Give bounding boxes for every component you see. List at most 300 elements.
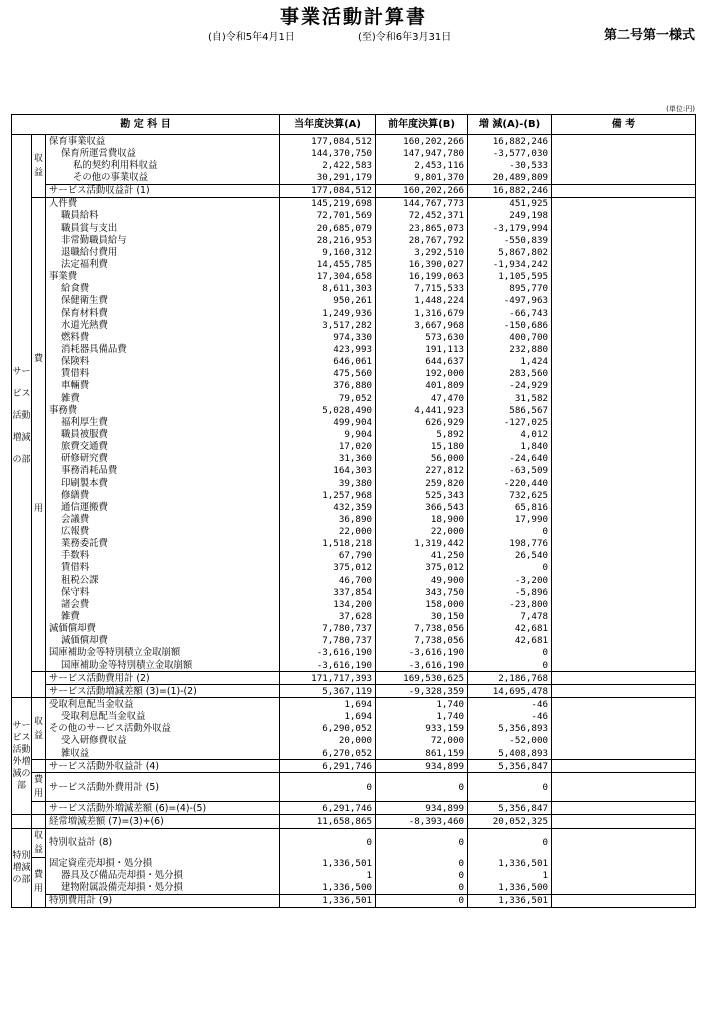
- previous-amount: 5,892: [376, 428, 468, 440]
- account-label: 業務委託費: [46, 538, 280, 550]
- diff-amount: -24,640: [468, 453, 552, 465]
- diff-amount: 5,356,847: [468, 802, 552, 815]
- previous-amount: 7,738,056: [376, 623, 468, 635]
- previous-amount: 23,865,073: [376, 222, 468, 234]
- diff-amount: 7,478: [468, 610, 552, 622]
- account-label: 賃借料: [46, 562, 280, 574]
- notes-cell: [552, 513, 696, 525]
- account-label: 受取利息配当金収益: [46, 698, 280, 711]
- current-amount: 17,020: [280, 441, 376, 453]
- previous-amount: 861,159: [376, 747, 468, 760]
- current-amount: 0: [280, 828, 376, 857]
- table-row: [12, 197, 696, 210]
- previous-amount: 1,448,224: [376, 295, 468, 307]
- diff-amount: 20,052,325: [468, 815, 552, 828]
- account-label: サービス活動外増減差額 (6)=(4)-(5): [46, 802, 280, 815]
- current-amount: 144,370,750: [280, 147, 376, 159]
- table-row: [12, 368, 696, 380]
- current-amount: 1,257,968: [280, 489, 376, 501]
- table-row: [12, 672, 696, 685]
- notes-cell: [552, 283, 696, 295]
- table-row: [12, 234, 696, 246]
- current-amount: 499,904: [280, 416, 376, 428]
- section-label: 特別増減の部: [12, 828, 32, 907]
- notes-cell: [552, 319, 696, 331]
- account-label: 退職給付費用: [46, 246, 280, 258]
- table-row: [12, 685, 696, 698]
- section-label: [12, 815, 32, 828]
- current-amount: 177,084,512: [280, 135, 376, 148]
- table-row: [12, 802, 696, 815]
- current-amount: 423,993: [280, 343, 376, 355]
- current-amount: 432,359: [280, 501, 376, 513]
- account-label: 会議費: [46, 513, 280, 525]
- diff-amount: -5,896: [468, 586, 552, 598]
- notes-cell: [552, 197, 696, 210]
- account-label: 研修研究費: [46, 453, 280, 465]
- previous-amount: 191,113: [376, 343, 468, 355]
- table-row: [12, 828, 696, 857]
- diff-amount: 1,336,501: [468, 857, 552, 869]
- group-label: 費用: [32, 857, 46, 907]
- account-label: 保守料: [46, 586, 280, 598]
- previous-amount: 366,543: [376, 501, 468, 513]
- group-label: 収益: [32, 135, 46, 198]
- account-label: 法定福利費: [46, 258, 280, 270]
- notes-cell: [552, 171, 696, 184]
- current-amount: 375,012: [280, 562, 376, 574]
- current-amount: -3,616,190: [280, 659, 376, 672]
- account-label: 受取利息配当金収益: [46, 711, 280, 723]
- notes-cell: [552, 147, 696, 159]
- current-amount: 9,904: [280, 428, 376, 440]
- previous-amount: 933,159: [376, 723, 468, 735]
- diff-amount: 17,990: [468, 513, 552, 525]
- table-row: [12, 343, 696, 355]
- table-row: [12, 453, 696, 465]
- diff-amount: -3,577,030: [468, 147, 552, 159]
- table-header-row: [12, 115, 696, 135]
- col-diff: 増 減(A)-(B): [468, 115, 552, 135]
- previous-amount: -9,328,359: [376, 685, 468, 698]
- notes-cell: [552, 869, 696, 881]
- previous-amount: 49,900: [376, 574, 468, 586]
- diff-amount: -3,200: [468, 574, 552, 586]
- current-amount: 1,694: [280, 711, 376, 723]
- current-amount: 14,455,785: [280, 258, 376, 270]
- notes-cell: [552, 489, 696, 501]
- account-label: 車輛費: [46, 380, 280, 392]
- table-row: [12, 331, 696, 343]
- previous-amount: 72,452,371: [376, 210, 468, 222]
- table-row: [12, 416, 696, 428]
- notes-cell: [552, 159, 696, 171]
- account-label: 保健衛生費: [46, 295, 280, 307]
- statement-body: [12, 135, 696, 908]
- notes-cell: [552, 735, 696, 747]
- diff-amount: 26,540: [468, 550, 552, 562]
- notes-cell: [552, 428, 696, 440]
- notes-cell: [552, 307, 696, 319]
- table-row: [12, 659, 696, 672]
- table-row: [12, 159, 696, 171]
- notes-cell: [552, 659, 696, 672]
- current-amount: 46,700: [280, 574, 376, 586]
- period-from: (自)令和5年4月1日: [208, 32, 295, 43]
- current-amount: 20,685,079: [280, 222, 376, 234]
- table-row: [12, 735, 696, 747]
- account-label: サービス活動増減差額 (3)=(1)-(2): [46, 685, 280, 698]
- diff-amount: 2,186,768: [468, 672, 552, 685]
- current-amount: 6,270,052: [280, 747, 376, 760]
- previous-amount: 525,343: [376, 489, 468, 501]
- col-current: 当年度決算(A): [280, 115, 376, 135]
- diff-amount: -497,963: [468, 295, 552, 307]
- diff-amount: 42,681: [468, 623, 552, 635]
- notes-cell: [552, 246, 696, 258]
- table-row: [12, 760, 696, 773]
- account-label: サービス活動外費用計 (5): [46, 773, 280, 802]
- diff-amount: -46: [468, 698, 552, 711]
- previous-amount: 7,715,533: [376, 283, 468, 295]
- previous-amount: 72,000: [376, 735, 468, 747]
- table-row: [12, 574, 696, 586]
- previous-amount: -3,616,190: [376, 659, 468, 672]
- account-label: 事務費: [46, 404, 280, 416]
- table-row: [12, 283, 696, 295]
- previous-amount: 0: [376, 869, 468, 881]
- notes-cell: [552, 562, 696, 574]
- current-amount: 1,336,500: [280, 881, 376, 894]
- account-label: 建物附属設備売却損・処分損: [46, 881, 280, 894]
- current-amount: 30,291,179: [280, 171, 376, 184]
- notes-cell: [552, 711, 696, 723]
- account-label: 特別収益計 (8): [46, 828, 280, 857]
- previous-amount: 1,319,442: [376, 538, 468, 550]
- diff-amount: -127,025: [468, 416, 552, 428]
- table-row: [12, 635, 696, 647]
- notes-cell: [552, 550, 696, 562]
- diff-amount: -550,839: [468, 234, 552, 246]
- notes-cell: [552, 857, 696, 869]
- previous-amount: 1,740: [376, 711, 468, 723]
- account-label: 非常勤職員給与: [46, 234, 280, 246]
- previous-amount: 0: [376, 894, 468, 907]
- account-label: 減価償却費: [46, 635, 280, 647]
- table-row: [12, 773, 696, 802]
- diff-amount: 5,356,893: [468, 723, 552, 735]
- col-notes: 備 考: [552, 115, 696, 135]
- diff-amount: -220,440: [468, 477, 552, 489]
- current-amount: 6,291,746: [280, 760, 376, 773]
- notes-cell: [552, 647, 696, 659]
- account-label: 受入研修費収益: [46, 735, 280, 747]
- table-row: [12, 501, 696, 513]
- account-label: 私的契約利用料収益: [46, 159, 280, 171]
- notes-cell: [552, 815, 696, 828]
- table-row: [12, 723, 696, 735]
- previous-amount: 192,000: [376, 368, 468, 380]
- notes-cell: [552, 441, 696, 453]
- period-to: (至)令和6年3月31日: [358, 32, 452, 43]
- account-label: 事業費: [46, 271, 280, 283]
- diff-amount: 1,336,501: [468, 894, 552, 907]
- current-amount: 134,200: [280, 598, 376, 610]
- notes-cell: [552, 598, 696, 610]
- unit-label: (単位:円): [666, 105, 695, 113]
- diff-amount: 400,700: [468, 331, 552, 343]
- current-amount: 5,028,490: [280, 404, 376, 416]
- diff-amount: -63,509: [468, 465, 552, 477]
- current-amount: -3,616,190: [280, 647, 376, 659]
- table-row: [12, 623, 696, 635]
- current-amount: 145,219,698: [280, 197, 376, 210]
- previous-amount: 16,199,063: [376, 271, 468, 283]
- account-label: 福利厚生費: [46, 416, 280, 428]
- group-label: 収益: [32, 828, 46, 857]
- current-amount: 28,216,953: [280, 234, 376, 246]
- account-label: 保険料: [46, 356, 280, 368]
- previous-amount: 160,202,266: [376, 184, 468, 197]
- notes-cell: [552, 465, 696, 477]
- previous-amount: 160,202,266: [376, 135, 468, 148]
- section-label: サービス活動外増減の部: [12, 698, 32, 815]
- previous-amount: 1,316,679: [376, 307, 468, 319]
- previous-amount: 0: [376, 828, 468, 857]
- current-amount: 7,780,737: [280, 623, 376, 635]
- current-amount: 31,360: [280, 453, 376, 465]
- current-amount: 3,517,282: [280, 319, 376, 331]
- notes-cell: [552, 392, 696, 404]
- current-amount: 37,628: [280, 610, 376, 622]
- diff-amount: 0: [468, 828, 552, 857]
- account-label: 保育所運営費収益: [46, 147, 280, 159]
- table-row: [12, 538, 696, 550]
- diff-amount: 1,424: [468, 356, 552, 368]
- group-label: [32, 672, 46, 698]
- current-amount: 39,380: [280, 477, 376, 489]
- account-label: 雑収益: [46, 747, 280, 760]
- current-amount: 1,336,501: [280, 894, 376, 907]
- diff-amount: 283,560: [468, 368, 552, 380]
- table-row: [12, 526, 696, 538]
- diff-amount: 16,882,246: [468, 184, 552, 197]
- table-row: [12, 392, 696, 404]
- previous-amount: 227,812: [376, 465, 468, 477]
- notes-cell: [552, 356, 696, 368]
- account-label: その他の事業収益: [46, 171, 280, 184]
- account-label: 国庫補助金等特別積立金取崩額: [46, 659, 280, 672]
- table-row: [12, 894, 696, 907]
- notes-cell: [552, 271, 696, 283]
- previous-amount: 7,738,056: [376, 635, 468, 647]
- diff-amount: -3,179,994: [468, 222, 552, 234]
- account-label: 水道光熱費: [46, 319, 280, 331]
- diff-amount: 14,695,478: [468, 685, 552, 698]
- current-amount: 20,000: [280, 735, 376, 747]
- previous-amount: 30,150: [376, 610, 468, 622]
- diff-amount: 4,012: [468, 428, 552, 440]
- notes-cell: [552, 760, 696, 773]
- current-amount: 9,160,312: [280, 246, 376, 258]
- notes-cell: [552, 894, 696, 907]
- table-row: [12, 258, 696, 270]
- current-amount: 7,780,737: [280, 635, 376, 647]
- previous-amount: 41,250: [376, 550, 468, 562]
- table-row: [12, 881, 696, 894]
- diff-amount: -1,934,242: [468, 258, 552, 270]
- table-row: [12, 246, 696, 258]
- diff-amount: 232,880: [468, 343, 552, 355]
- current-amount: 164,303: [280, 465, 376, 477]
- notes-cell: [552, 210, 696, 222]
- diff-amount: -30,533: [468, 159, 552, 171]
- table-row: [12, 477, 696, 489]
- previous-amount: 259,820: [376, 477, 468, 489]
- table-row: [12, 184, 696, 197]
- table-row: [12, 698, 696, 711]
- notes-cell: [552, 881, 696, 894]
- previous-amount: 15,180: [376, 441, 468, 453]
- current-amount: 2,422,583: [280, 159, 376, 171]
- diff-amount: -52,000: [468, 735, 552, 747]
- diff-amount: 65,816: [468, 501, 552, 513]
- table-row: [12, 147, 696, 159]
- current-amount: 1,336,501: [280, 857, 376, 869]
- account-label: 職員給料: [46, 210, 280, 222]
- previous-amount: 144,767,773: [376, 197, 468, 210]
- diff-amount: 1: [468, 869, 552, 881]
- account-label: 印刷製本費: [46, 477, 280, 489]
- current-amount: 1,694: [280, 698, 376, 711]
- previous-amount: 343,750: [376, 586, 468, 598]
- diff-amount: 5,867,802: [468, 246, 552, 258]
- current-amount: 1,518,218: [280, 538, 376, 550]
- table-row: [12, 562, 696, 574]
- diff-amount: -66,743: [468, 307, 552, 319]
- current-amount: 8,611,303: [280, 283, 376, 295]
- account-label: 保育事業収益: [46, 135, 280, 148]
- account-label: 修繕費: [46, 489, 280, 501]
- previous-amount: 56,000: [376, 453, 468, 465]
- diff-amount: 42,681: [468, 635, 552, 647]
- previous-amount: -3,616,190: [376, 647, 468, 659]
- table-row: [12, 307, 696, 319]
- notes-cell: [552, 802, 696, 815]
- account-label: 賃借料: [46, 368, 280, 380]
- col-account: 勘 定 科 目: [12, 115, 280, 135]
- table-row: [12, 271, 696, 283]
- account-label: 租税公課: [46, 574, 280, 586]
- notes-cell: [552, 453, 696, 465]
- table-row: [12, 586, 696, 598]
- current-amount: 6,291,746: [280, 802, 376, 815]
- account-label: 手数料: [46, 550, 280, 562]
- group-label: 費用: [32, 773, 46, 802]
- notes-cell: [552, 416, 696, 428]
- account-label: 国庫補助金等特別積立金取崩額: [46, 647, 280, 659]
- account-label: 固定資産売却損・処分損: [46, 857, 280, 869]
- notes-cell: [552, 234, 696, 246]
- current-amount: 5,367,119: [280, 685, 376, 698]
- previous-amount: 169,530,625: [376, 672, 468, 685]
- account-label: 減価償却費: [46, 623, 280, 635]
- previous-amount: 934,899: [376, 760, 468, 773]
- account-label: 消耗器具備品費: [46, 343, 280, 355]
- diff-amount: 451,925: [468, 197, 552, 210]
- diff-amount: 31,582: [468, 392, 552, 404]
- table-row: [12, 610, 696, 622]
- previous-amount: 16,390,027: [376, 258, 468, 270]
- diff-amount: 1,336,500: [468, 881, 552, 894]
- account-label: 経常増減差額 (7)=(3)+(6): [46, 815, 280, 828]
- current-amount: 1,249,936: [280, 307, 376, 319]
- account-label: その他のサービス活動外収益: [46, 723, 280, 735]
- previous-amount: 4,441,923: [376, 404, 468, 416]
- notes-cell: [552, 586, 696, 598]
- current-amount: 17,304,658: [280, 271, 376, 283]
- notes-cell: [552, 672, 696, 685]
- notes-cell: [552, 723, 696, 735]
- current-amount: 6,290,052: [280, 723, 376, 735]
- previous-amount: -8,393,460: [376, 815, 468, 828]
- current-amount: 72,701,569: [280, 210, 376, 222]
- table-row: [12, 441, 696, 453]
- account-label: サービス活動外収益計 (4): [46, 760, 280, 773]
- table-row: [12, 647, 696, 659]
- current-amount: 376,880: [280, 380, 376, 392]
- table-row: [12, 356, 696, 368]
- notes-cell: [552, 574, 696, 586]
- previous-amount: 158,000: [376, 598, 468, 610]
- notes-cell: [552, 331, 696, 343]
- account-label: 人件費: [46, 197, 280, 210]
- notes-cell: [552, 828, 696, 857]
- notes-cell: [552, 380, 696, 392]
- previous-amount: 2,453,116: [376, 159, 468, 171]
- account-label: 職員被服費: [46, 428, 280, 440]
- previous-amount: 375,012: [376, 562, 468, 574]
- table-row: [12, 222, 696, 234]
- notes-cell: [552, 698, 696, 711]
- current-amount: 1: [280, 869, 376, 881]
- diff-amount: 1,840: [468, 441, 552, 453]
- previous-amount: 401,809: [376, 380, 468, 392]
- table-row: [12, 319, 696, 331]
- form-number: 第二号第一様式: [603, 28, 695, 43]
- previous-amount: 22,000: [376, 526, 468, 538]
- current-amount: 646,061: [280, 356, 376, 368]
- section-label: サービス活動増減の部: [12, 135, 32, 698]
- account-label: 給食費: [46, 283, 280, 295]
- table-row: [12, 380, 696, 392]
- notes-cell: [552, 343, 696, 355]
- group-label: [32, 760, 46, 773]
- account-label: 通信運搬費: [46, 501, 280, 513]
- previous-amount: 0: [376, 857, 468, 869]
- account-label: サービス活動収益計 (1): [46, 184, 280, 197]
- notes-cell: [552, 773, 696, 802]
- diff-amount: 895,770: [468, 283, 552, 295]
- previous-amount: 573,630: [376, 331, 468, 343]
- table-row: [12, 210, 696, 222]
- diff-amount: 0: [468, 526, 552, 538]
- notes-cell: [552, 404, 696, 416]
- table-row: [12, 465, 696, 477]
- previous-amount: 9,801,370: [376, 171, 468, 184]
- notes-cell: [552, 295, 696, 307]
- current-amount: 79,052: [280, 392, 376, 404]
